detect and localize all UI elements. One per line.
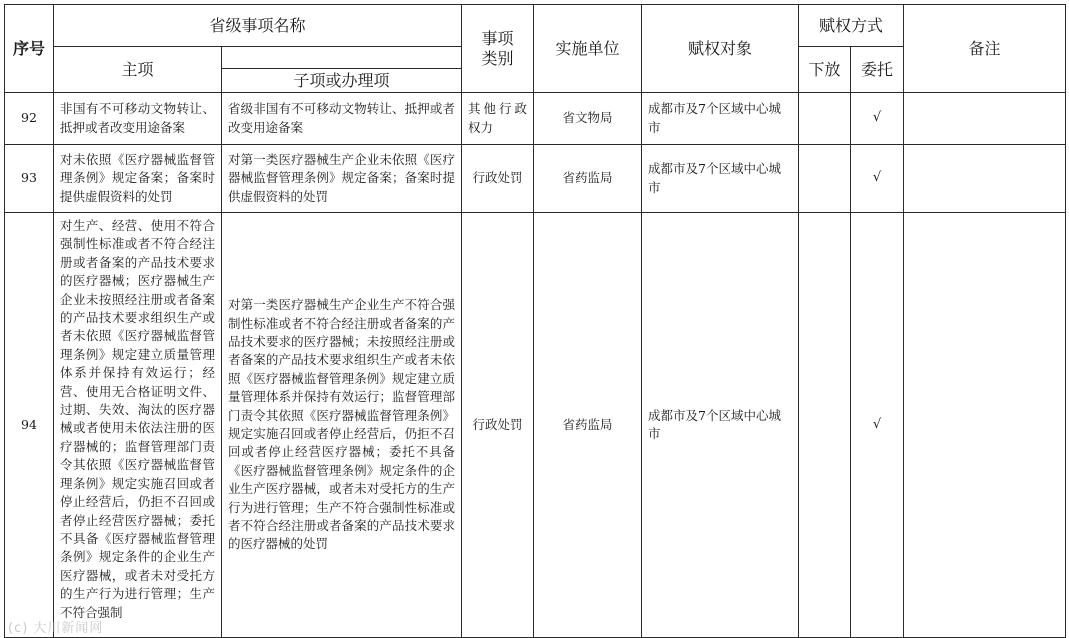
row-sub-item: 对第一类医疗器械生产企业未依照《医疗器械监督管理条例》规定备案；备案时提供虚假资料的处罚 [222,145,462,213]
header-mode-decentralize: 下放 [799,47,851,93]
header-unit: 实施单位 [534,5,642,93]
watermark-logo: (c) 大川新闻网 [8,621,104,636]
row-category: 行政处罚 [462,145,534,213]
header-main-item: 主项 [54,47,222,93]
row-decentralize [799,93,851,145]
row-unit: 省药监局 [534,145,642,213]
row-seq: 92 [5,93,54,145]
row-remark [904,93,1066,145]
authority-table [4,4,1066,638]
header-sub-spacer [222,47,462,69]
row-entrust-check: √ [851,145,904,213]
header-row-1 [5,5,1066,47]
row-sub-item: 对第一类医疗器械生产企业生产不符合强制性标准或者不符合经注册或者备案的产品技术要求的医疗器械；未按照经注册或者备案的产品技术要求组织生产或者未依照《医疗器械监督管理条例》规定建立质量管理体系并保持有效运行；监督管理部门责令其依照《医疗器械监督管理条例》规定实施召回或者停止经营后，仍拒不召回或者停止经营医疗器械；委托不具备《医疗器械监督管理条例》规定条件的企业生产医疗器械，或者未对受托方的生产行为进行管理；生产不符合强制性标准或者不符合经注册或者备案的产品技术要求的医疗器械的处罚 [222,213,462,638]
row-target: 成都市及7个区域中心城市 [642,93,799,145]
row-unit: 省药监局 [534,213,642,638]
row-main-item-cell [54,213,222,638]
row-seq: 94 [5,213,54,638]
row-main-item: 对生产、经营、使用不符合强制性标准或者不符合经注册或者备案的产品技术要求的医疗器械；医疗器械生产企业未按照经注册或者备案的产品技术要求组织生产或者未依照《医疗器械监督管理条例》规定建立质量管理体系并保持有效运行；经营、使用无合格证明文件、过期、失效、淘汰的医疗器械或者使用未依法注册的医疗器械的；监督管理部门责令其依照《医疗器械监督管理条例》规定实施召回或者停止经营后，仍拒不召回或者停止经营医疗器械；委托不具备《医疗器械监督管理条例》规定条件的企业生产医疗器械，或者未对受托方的生产行为进行管理；生产不符合强制 [60,218,215,620]
header-seq: 序号 [5,5,54,93]
row-remark [904,213,1066,638]
row-entrust-check: √ [851,213,904,638]
row-target: 成都市及7个区域中心城市 [642,213,799,638]
header-category: 事项类别 [462,5,534,93]
row-decentralize [799,213,851,638]
row-entrust-check: √ [851,93,904,145]
row-target: 成都市及7个区域中心城市 [642,145,799,213]
header-item-name-group: 省级事项名称 [54,5,462,47]
header-mode-entrust: 委托 [851,47,904,93]
header-remark: 备注 [904,5,1066,93]
header-target: 赋权对象 [642,5,799,93]
table-row [5,213,1066,638]
row-remark [904,145,1066,213]
row-seq: 93 [5,145,54,213]
row-decentralize [799,145,851,213]
row-sub-item: 省级非国有不可移动文物转让、抵押或者改变用途备案 [222,93,462,145]
row-unit: 省文物局 [534,93,642,145]
table-row [5,145,1066,213]
row-category: 行政处罚 [462,213,534,638]
row-main-item: 非国有不可移动文物转让、抵押或者改变用途备案 [54,93,222,145]
header-sub-item: 子项或办理项 [222,69,462,93]
table-row [5,93,1066,145]
header-mode-group: 赋权方式 [799,5,904,47]
row-category: 其他行政权力 [462,93,534,145]
row-main-item: 对未依照《医疗器械监督管理条例》规定备案；备案时提供虚假资料的处罚 [54,145,222,213]
